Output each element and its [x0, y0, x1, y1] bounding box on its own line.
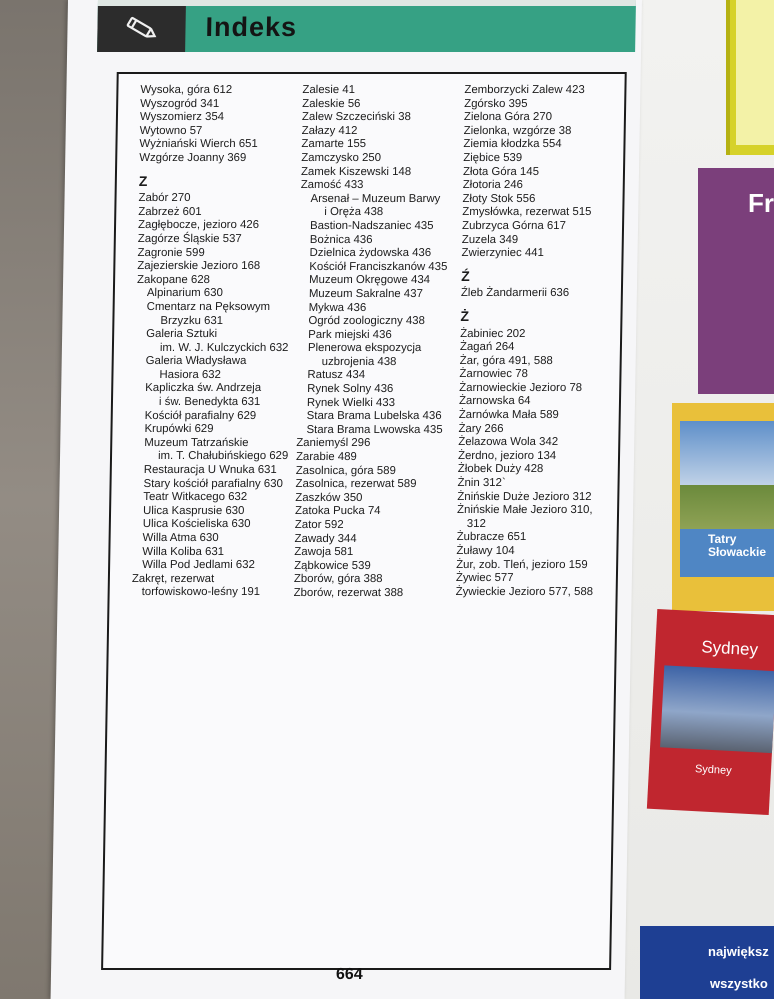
- index-entry: i św. Benedykta 631: [158, 396, 261, 409]
- index-entry: Zborów, góra 388: [293, 573, 383, 586]
- index-entry: Willa Atma 630: [142, 532, 219, 544]
- sydney-book-title: Sydney: [700, 637, 759, 660]
- index-entry: Zasolnica, rezerwat 589: [295, 478, 417, 491]
- index-entry: uzbrojenia 438: [321, 355, 397, 368]
- index-entry: Rynek Wielki 433: [306, 396, 396, 409]
- index-entry: Zagronie 599: [137, 246, 205, 259]
- yellow-book: [726, 0, 774, 155]
- index-entry: Zielona Góra 270: [463, 111, 553, 124]
- index-entry: Rynek Solny 436: [307, 383, 394, 396]
- index-page: [51, 0, 642, 999]
- index-entry: Żuławy 104: [456, 545, 515, 557]
- index-entry: Zielonka, wzgórze 38: [463, 124, 572, 137]
- index-entry: Zaszków 350: [295, 491, 363, 504]
- index-entry: Żar, góra 491, 588: [459, 354, 553, 367]
- index-entry: Zakręt, rezerwat: [131, 572, 215, 585]
- blue-book-line1: największ: [708, 944, 769, 959]
- index-entry: Zubrzyca Górna 617: [461, 219, 567, 232]
- index-entry: Zasolnica, góra 589: [295, 464, 396, 477]
- index-entry: Złoty Stok 556: [462, 192, 536, 205]
- index-entry: Plenerowa ekspozycja: [307, 342, 422, 355]
- index-column-3: [456, 84, 602, 599]
- index-entry: Park miejski 436: [308, 328, 392, 341]
- index-entry: Źleb Żandarmerii 636: [460, 287, 570, 300]
- index-letter-heading: Ź: [461, 267, 470, 284]
- index-entry: Zakopane 628: [137, 273, 211, 286]
- index-entry: Żarnowiec 78: [459, 368, 528, 381]
- pencil-icon: [123, 14, 160, 44]
- index-entry: Wytowno 57: [139, 124, 203, 137]
- index-entry: Zatoka Pucka 74: [294, 505, 381, 518]
- index-entry: Bastion-Nadszaniec 435: [309, 219, 434, 232]
- index-entry: Żarnowska 64: [458, 395, 531, 408]
- index-entry: Ząbkowice 539: [294, 559, 371, 572]
- blue-book: [640, 926, 774, 999]
- index-entry: Teatr Witkacego 632: [143, 491, 248, 504]
- index-entry: Willa Pod Jedlami 632: [142, 559, 255, 572]
- index-entry: Zamczysko 250: [301, 151, 382, 164]
- index-entry: Kościół parafialny 629: [144, 409, 257, 422]
- index-entry: Wysoka, góra 612: [140, 84, 233, 96]
- tatry-book-title: Tatry Słowackie: [708, 532, 767, 559]
- index-entry: Galeria Sztuki: [146, 328, 218, 341]
- index-entry: i Oręża 438: [324, 206, 384, 219]
- index-entry: Zborów, rezerwat 388: [293, 586, 404, 599]
- page-title: Indeks: [205, 11, 298, 42]
- index-entry: Cmentarz na Pęksowym: [146, 300, 271, 313]
- index-entry: Żagań 264: [459, 341, 515, 354]
- index-entry: Żłobek Duży 428: [457, 463, 544, 476]
- index-entry: Zaniemyśl 296: [296, 437, 371, 450]
- index-entry: torfowiskowo-leśny 191: [141, 586, 261, 599]
- index-entry: Zabór 270: [138, 192, 191, 205]
- index-entry: Zemborzycki Zalew 423: [464, 84, 585, 96]
- index-entry: Willa Koliba 631: [142, 545, 225, 558]
- index-entry: Zuzela 349: [461, 233, 519, 246]
- index-entry: Zator 592: [294, 519, 344, 531]
- index-entry: Bożnica 436: [309, 233, 373, 246]
- index-entry: Zalew Szczeciński 38: [301, 111, 411, 124]
- index-entry: Żelazowa Wola 342: [458, 436, 559, 449]
- index-entry: Zamość 433: [300, 179, 364, 192]
- index-entry: Zamek Kiszewski 148: [300, 165, 412, 178]
- index-entry: Złotoria 246: [462, 179, 524, 192]
- index-entry: Zwierzyniec 441: [461, 247, 544, 260]
- index-entry: Zawady 344: [294, 532, 357, 545]
- index-entry: Krupówki 629: [144, 423, 214, 436]
- index-entry: Muzeum Sakralne 437: [308, 287, 423, 300]
- index-entry: Wzgórze Joanny 369: [139, 151, 247, 164]
- index-column-1: [132, 84, 295, 600]
- index-entry: Złota Góra 145: [462, 165, 540, 178]
- index-entry: Żerdno, jezioro 134: [457, 449, 557, 462]
- index-entry: Zagórze Śląskie 537: [137, 232, 242, 245]
- index-entry: Żur, zob. Tleń, jezioro 159: [456, 558, 588, 571]
- index-entry: Zamarte 155: [301, 138, 367, 151]
- index-entry: 312: [466, 517, 486, 530]
- index-entry: Stara Brama Lwowska 435: [306, 423, 443, 436]
- index-entry: Zawoja 581: [294, 546, 354, 559]
- index-entry: Dzielnica żydowska 436: [309, 247, 432, 260]
- index-letter-heading: Z: [138, 172, 148, 189]
- index-entry: Wyżniański Wierch 651: [139, 138, 258, 151]
- index-entry: Zmysłówka, rezerwat 515: [462, 206, 592, 219]
- index-entry: Żary 266: [458, 422, 504, 435]
- index-entry: Wyszomierz 354: [139, 111, 225, 124]
- index-entry: Zaleskie 56: [302, 97, 361, 110]
- index-entry: Wyszogród 341: [140, 97, 220, 110]
- index-entry: Kościół Franciszkanów 435: [309, 260, 448, 273]
- index-entry: im. W. J. Kulczyckich 632: [159, 341, 289, 354]
- index-entry: Żabiniec 202: [460, 327, 526, 340]
- index-entry: im. T. Chałubińskiego 629: [157, 450, 289, 463]
- index-entry: Zagłębocze, jezioro 426: [137, 219, 260, 232]
- index-entry: Kapliczka św. Andrzeja: [145, 382, 262, 395]
- index-entry: Galeria Władysława: [145, 355, 247, 368]
- index-entry: Stary kościół parafialny 630: [143, 477, 283, 490]
- index-entry: Zalesie 41: [302, 84, 356, 96]
- index-entry: Ulica Kościeliska 630: [142, 518, 251, 531]
- index-entry: Alpinarium 630: [146, 287, 223, 300]
- index-entry: Żywiec 577: [455, 572, 514, 585]
- index-entry: Mykwa 436: [308, 301, 367, 314]
- index-column-2: [294, 84, 451, 601]
- index-entry: Ratusz 434: [307, 369, 366, 382]
- index-entry: Restauracja U Wnuka 631: [143, 464, 277, 477]
- index-entry: Żarnowieckie Jezioro 78: [459, 381, 583, 394]
- index-entry: Ulica Kasprusie 630: [142, 504, 245, 517]
- index-entry: Zabrzeż 601: [138, 205, 202, 218]
- index-entry: Żnin 312`: [457, 477, 506, 490]
- index-entry: Żywieckie Jezioro 577, 588: [455, 585, 594, 598]
- blue-book-line2: wszystko: [710, 976, 768, 991]
- index-entry: Ziębice 539: [463, 151, 523, 164]
- sydney-book: [647, 609, 774, 815]
- index-entry: Żarnówka Mała 589: [458, 409, 559, 422]
- index-entry: Muzeum Tatrzańskie: [144, 436, 249, 449]
- index-entry: Stara Brama Lubelska 436: [306, 410, 442, 423]
- index-entry: Ogród zoologiczny 438: [308, 315, 426, 328]
- purple-book-title: Fr: [748, 188, 774, 218]
- index-entry: Żubracze 651: [456, 531, 527, 544]
- purple-book: [698, 168, 774, 394]
- sydney-book-subtitle: Sydney: [694, 763, 732, 778]
- index-entry: Arsenał – Muzeum Barwy: [310, 192, 441, 205]
- index-frame: [101, 72, 627, 970]
- header-icon-box: [97, 6, 186, 52]
- page-header: [97, 0, 636, 52]
- index-entry: Muzeum Okręgowe 434: [309, 274, 431, 287]
- index-entry: Żnińskie Małe Jezioro 310,: [456, 504, 593, 517]
- index-entry: Żnińskie Duże Jezioro 312: [457, 490, 592, 503]
- index-entry: Zajezierskie Jezioro 168: [137, 260, 261, 273]
- tatry-book: [672, 403, 774, 611]
- index-entry: Zgórsko 395: [464, 97, 528, 110]
- index-entry: Hasiora 632: [159, 368, 221, 381]
- index-entry: Ziemia kłodzka 554: [463, 138, 562, 151]
- page-number: 664: [335, 966, 363, 983]
- index-letter-heading: Ż: [460, 307, 470, 324]
- index-entry: Zarabie 489: [295, 451, 357, 464]
- index-entry: Brzyzku 631: [160, 314, 224, 327]
- index-entry: Załazy 412: [301, 124, 358, 137]
